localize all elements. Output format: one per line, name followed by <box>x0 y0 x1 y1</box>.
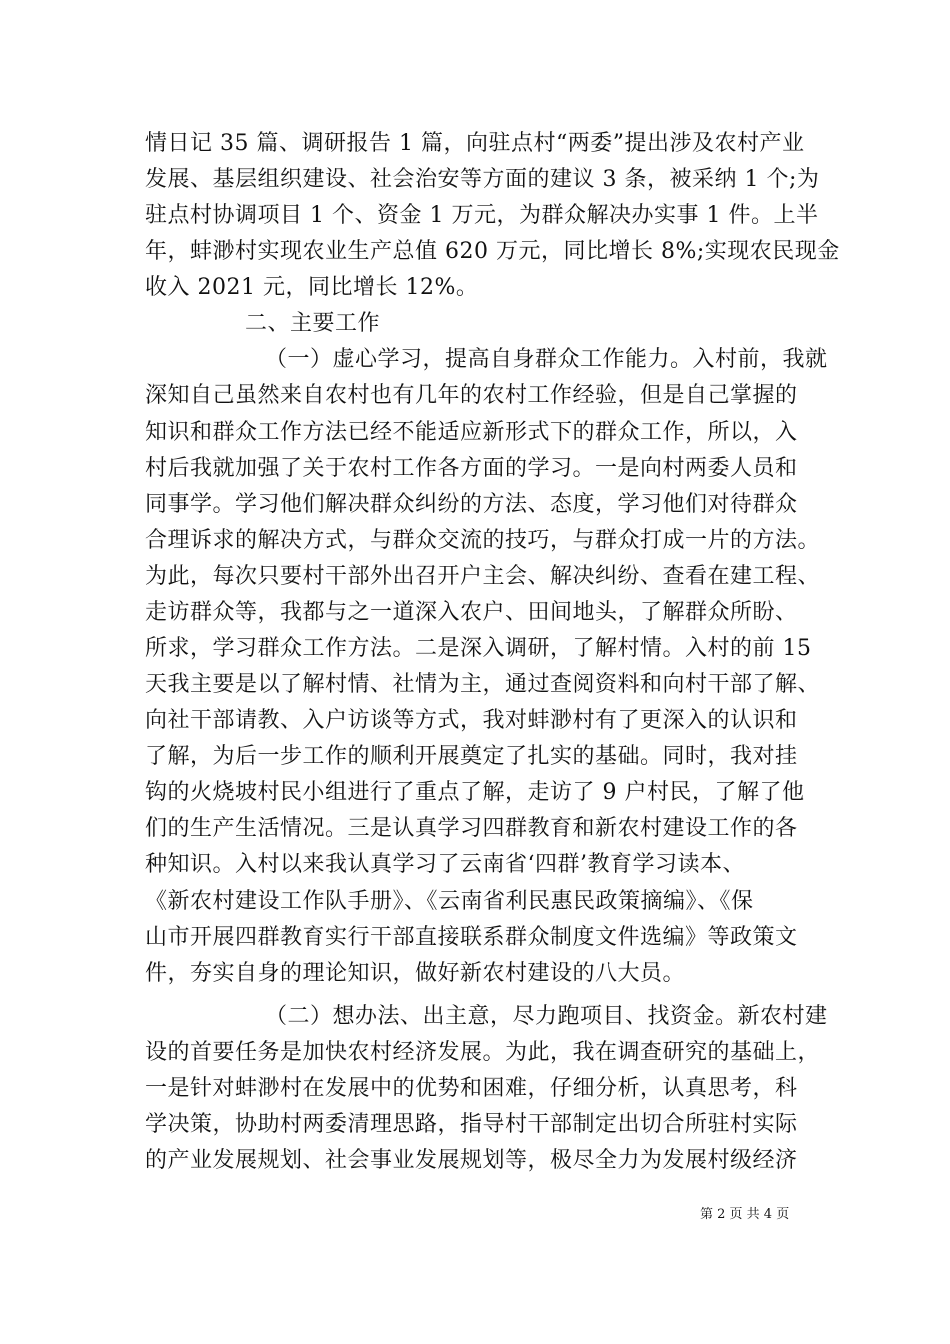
text-line: 年，蚌渺村实现农业生产总值 620 万元，同比增长 8%;实现农民现金 <box>145 239 840 264</box>
text-line: 驻点村协调项目 1 个、资金 1 万元，为群众解决办实事 1 件。上半 <box>145 203 819 228</box>
text-line: 件，夯实自身的理论知识，做好新农村建设的八大员。 <box>145 961 686 986</box>
text-line: 村后我就加强了关于农村工作各方面的学习。一是向村两委人员和 <box>145 456 798 481</box>
text-line: 为此，每次只要村干部外出召开户主会、解决纠纷、查看在建工程、 <box>145 564 821 589</box>
text-line: 向社干部请教、入户访谈等方式，我对蚌渺村有了更深入的认识和 <box>145 708 798 733</box>
text-line: 了解，为后一步工作的顺利开展奠定了扎实的基础。同时，我对挂 <box>145 744 798 769</box>
text-line: 天我主要是以了解村情、社情为主，通过查阅资料和向村干部了解、 <box>145 672 821 697</box>
page-number: 第 2 页 共 4 页 <box>700 1207 790 1222</box>
text-line: 设的首要任务是加快农村经济发展。为此，我在调查研究的基础上， <box>145 1040 821 1065</box>
text-line: 发展、基层组织建设、社会治安等方面的建议 3 条，被采纳 1 个;为 <box>145 167 820 192</box>
text-line: 合理诉求的解决方式，与群众交流的技巧，与群众打成一片的方法。 <box>145 528 821 553</box>
text-line: 学决策，协助村两委清理思路，指导村干部制定出切合所驻村实际 <box>145 1112 798 1137</box>
text-line: 们的生产生活情况。三是认真学习四群教育和新农村建设工作的各 <box>145 816 798 841</box>
text-line: 情日记 35 篇、调研报告 1 篇，向驻点村“两委”提出涉及农村产业 <box>145 131 805 156</box>
text-line: 《新农村建设工作队手册》、《云南省利民惠民政策摘编》、《保 <box>145 889 754 914</box>
text-line: 知识和群众工作方法已经不能适应新形式下的群众工作，所以，入 <box>145 420 798 445</box>
section-heading: 二、主要工作 <box>245 311 381 336</box>
text-line: 收入 2021 元，同比增长 12%。 <box>145 275 479 300</box>
text-line: 的产业发展规划、社会事业发展规划等，极尽全力为发展村级经济 <box>145 1148 798 1173</box>
text-line: 深知自己虽然来自农村也有几年的农村工作经验，但是自己掌握的 <box>145 383 798 408</box>
text-line: 所求，学习群众工作方法。二是深入调研，了解村情。入村的前 15 <box>145 636 812 661</box>
text-line: 山市开展四群教育实行干部直接联系群众制度文件选编》等政策文 <box>145 925 798 950</box>
text-line: 走访群众等，我都与之一道深入农户、田间地头，了解群众所盼、 <box>145 600 798 625</box>
text-line: 种知识。入村以来我认真学习了云南省‘四群’教育学习读本、 <box>145 852 745 877</box>
paragraph-first-line: （二）想办法、出主意，尽力跑项目、找资金。新农村建 <box>265 1004 828 1029</box>
text-line: 一是针对蚌渺村在发展中的优势和困难，仔细分析，认真思考，科 <box>145 1076 798 1101</box>
paragraph-first-line: （一）虚心学习，提高自身群众工作能力。入村前，我就 <box>265 347 828 372</box>
text-line: 钩的火烧坡村民小组进行了重点了解，走访了 9 户村民，了解了他 <box>145 780 805 805</box>
text-line: 同事学。学习他们解决群众纠纷的方法、态度，学习他们对待群众 <box>145 492 798 517</box>
